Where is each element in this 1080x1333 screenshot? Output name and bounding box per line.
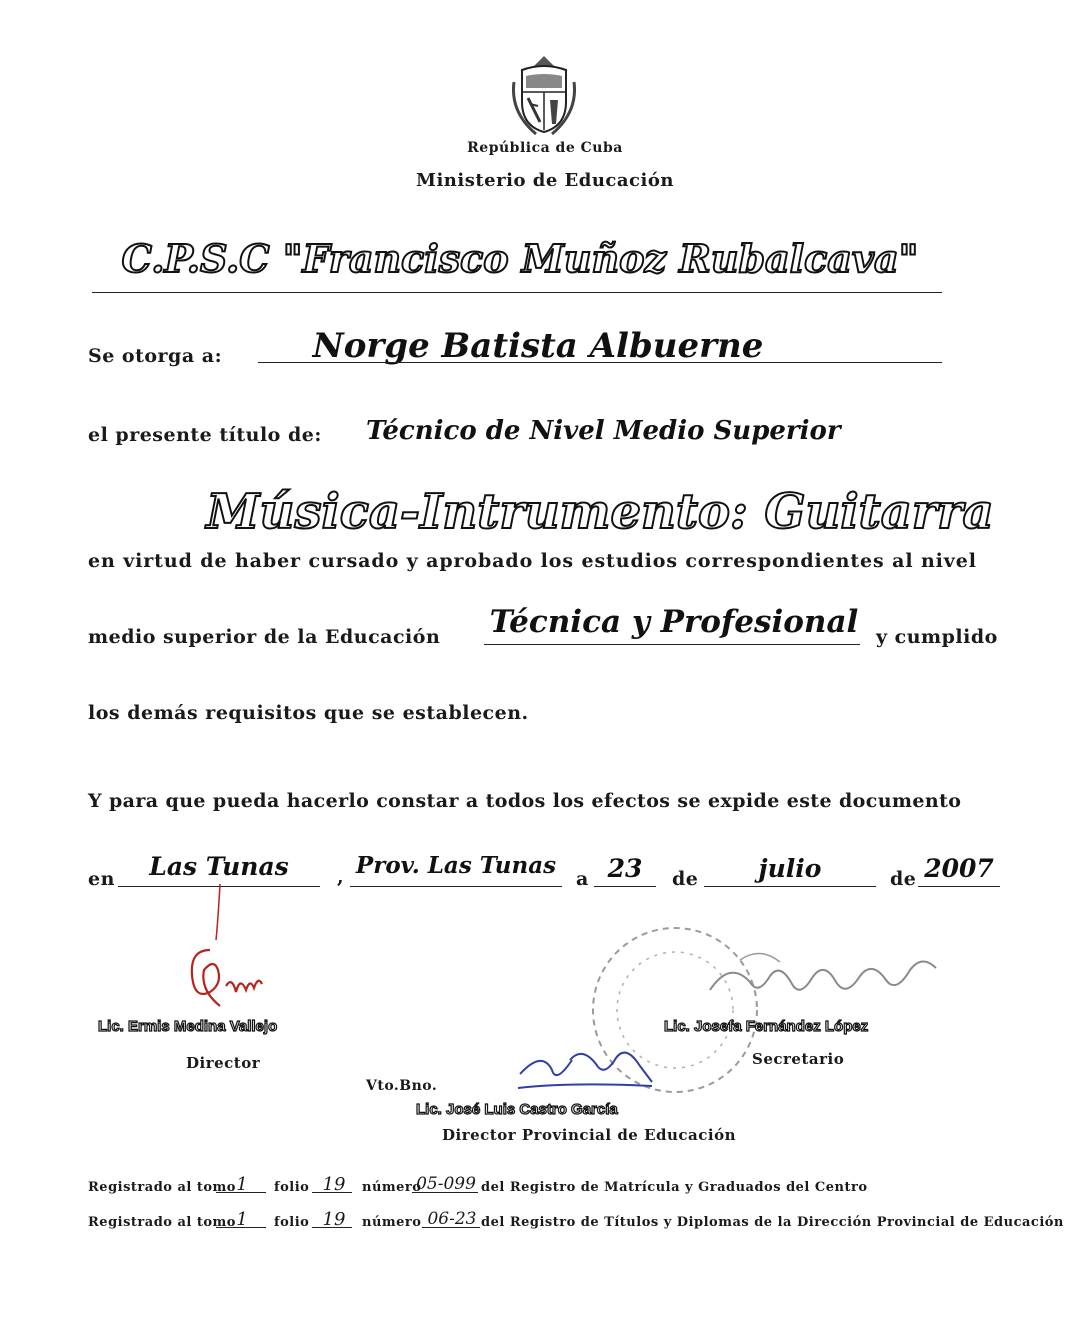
director-signature xyxy=(170,880,290,1020)
registry-suffix: del Registro de Matrícula y Graduados del Centro xyxy=(481,1180,868,1195)
recipient-line xyxy=(258,362,942,363)
issue-province-line xyxy=(350,886,562,887)
vto-bno: Vto.Bno. xyxy=(366,1078,438,1094)
issue-a: a xyxy=(576,868,589,890)
institution-line xyxy=(92,292,942,293)
issue-year: 2007 xyxy=(924,854,994,883)
body-line-2-start: medio superior de la Educación xyxy=(88,626,441,648)
secretary-name: Lic. Josefa Fernández López xyxy=(664,1018,869,1035)
body-line-4: Y para que pueda hacerlo constar a todos los efectos se expide este documento xyxy=(88,790,962,812)
issue-en: en xyxy=(88,868,115,890)
institution-name: C.P.S.C "Francisco Muñoz Rubalcava" xyxy=(121,236,919,281)
provincial-signature xyxy=(512,1030,662,1100)
education-type: Técnica y Profesional xyxy=(489,604,859,640)
registry-row-1 xyxy=(88,1176,1078,1200)
director-name: Lic. Ermis Medina Vallejo xyxy=(98,1018,278,1035)
title-level: Técnico de Nivel Medio Superior xyxy=(366,416,841,446)
provincial-role: Director Provincial de Educación xyxy=(442,1126,736,1144)
registry-folio-label: folio xyxy=(274,1215,310,1230)
body-line-1: en virtud de haber cursado y aprobado los estudios correspondientes al nivel xyxy=(88,550,977,572)
issue-de-1: de xyxy=(672,868,699,890)
issue-city: Las Tunas xyxy=(149,852,289,881)
registry-numero: 05-099 xyxy=(416,1174,476,1194)
secretary-signature xyxy=(700,940,950,1020)
registry-folio: 19 xyxy=(322,1174,346,1195)
issue-province: Prov. Las Tunas xyxy=(355,852,557,879)
issue-day-line xyxy=(594,886,656,887)
coat-of-arms-icon xyxy=(506,52,582,136)
issue-de-2: de xyxy=(890,868,917,890)
registry-numero: 06-23 xyxy=(427,1209,477,1229)
issue-month-line xyxy=(704,886,876,887)
republic-label: República de Cuba xyxy=(467,140,623,156)
grant-label: Se otorga a: xyxy=(88,345,223,367)
registry-folio-label: folio xyxy=(274,1180,310,1195)
body-line-2-end: y cumplido xyxy=(876,626,998,648)
issue-year-line xyxy=(918,886,1000,887)
registry-numero-label: número xyxy=(362,1180,422,1195)
issue-comma: , xyxy=(337,866,345,888)
registry-suffix: del Registro de Títulos y Diplomas de la Dirección Provincial de Educación xyxy=(481,1215,1064,1230)
registry-folio: 19 xyxy=(322,1209,346,1230)
director-role: Director xyxy=(186,1054,261,1072)
recipient-name: Norge Batista Albuerne xyxy=(312,326,764,366)
issue-day: 23 xyxy=(607,854,643,883)
registry-tomo: 1 xyxy=(236,1174,248,1195)
issue-month: julio xyxy=(758,854,822,883)
title-label: el presente título de: xyxy=(88,424,322,446)
secretary-role: Secretario xyxy=(752,1050,845,1068)
registry-tomo: 1 xyxy=(236,1209,248,1230)
registry-prefix: Registrado al tomo xyxy=(88,1180,236,1195)
education-type-line xyxy=(484,644,860,645)
registry-prefix: Registrado al tomo xyxy=(88,1215,236,1230)
ministry-label: Ministerio de Educación xyxy=(416,170,674,191)
provincial-name: Lic. José Luis Castro García xyxy=(416,1101,618,1118)
registry-row-2 xyxy=(88,1211,1078,1235)
specialty-name: Música-Intrumento: Guitarra xyxy=(206,484,994,540)
registry-numero-label: número xyxy=(362,1215,422,1230)
body-line-3: los demás requisitos que se establecen. xyxy=(88,702,529,724)
